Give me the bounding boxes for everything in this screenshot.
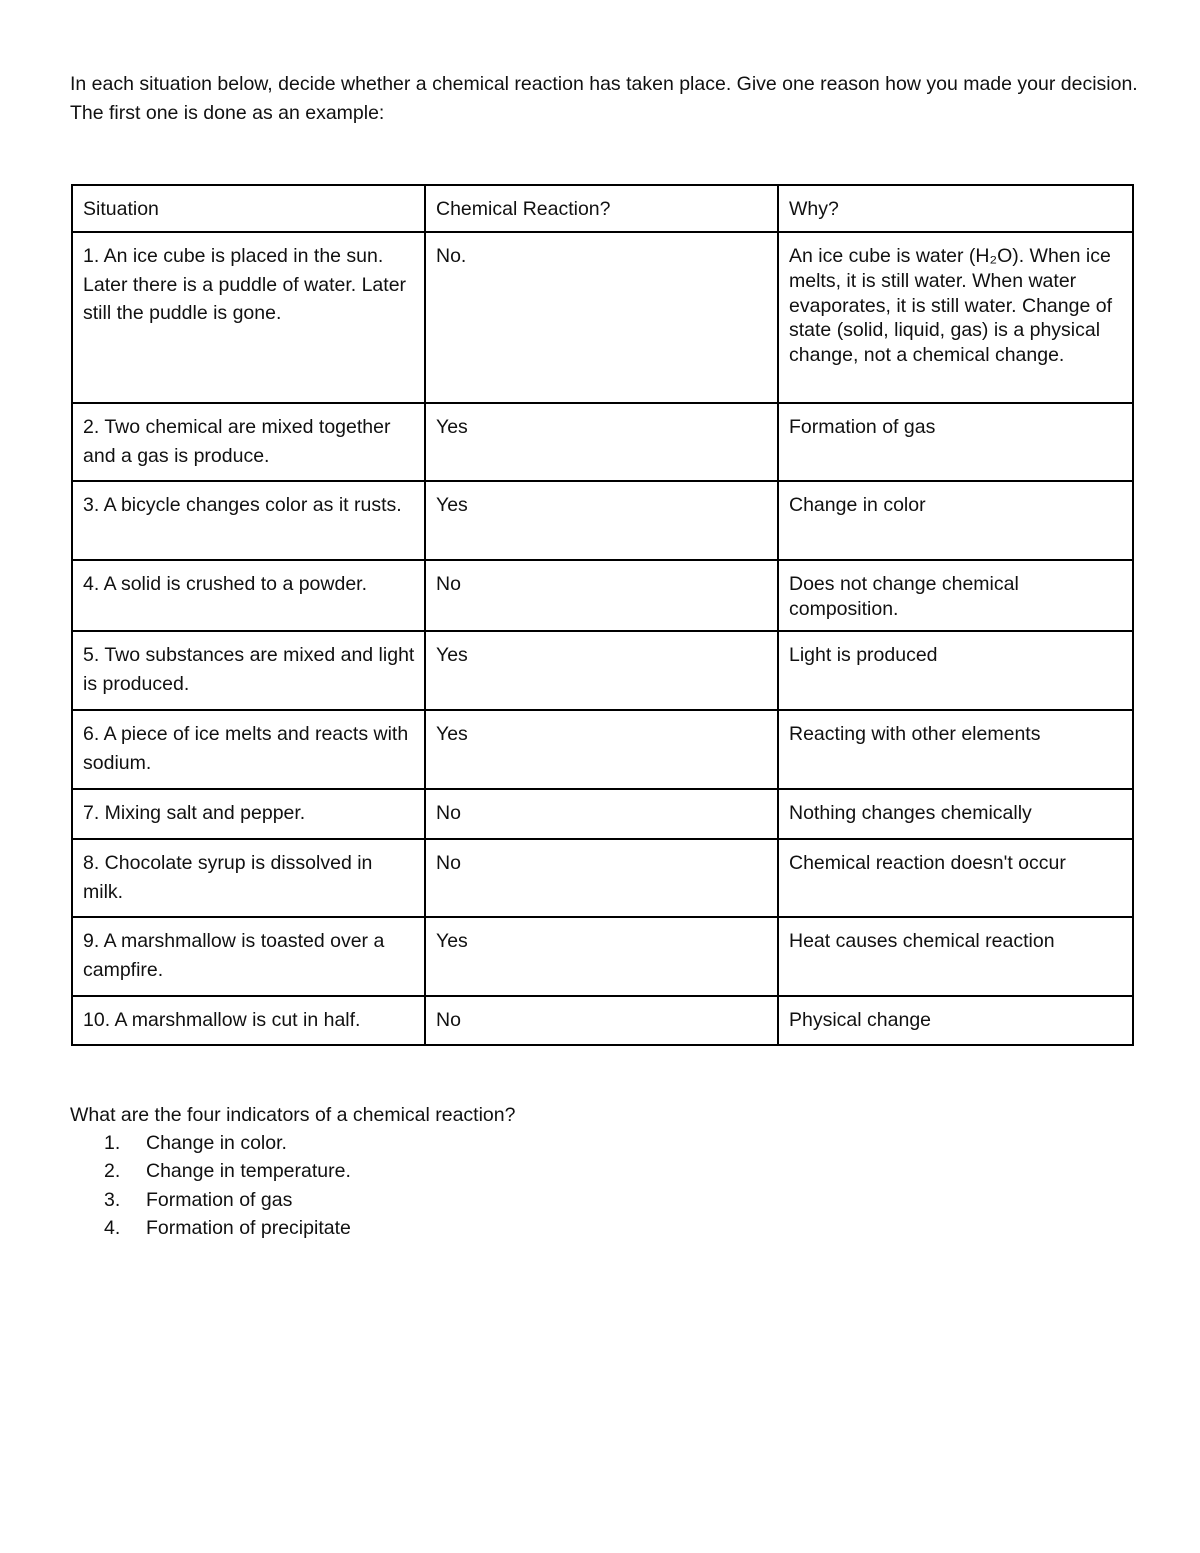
why-cell: Physical change — [778, 996, 1133, 1045]
situation-cell: 2. Two chemical are mixed together and a gas is produce. — [72, 403, 425, 481]
reaction-cell: Yes — [425, 481, 778, 560]
reaction-cell: No — [425, 839, 778, 917]
header-row — [72, 185, 1133, 232]
situation-cell: 4. A solid is crushed to a powder. — [72, 560, 425, 631]
reaction-cell: Yes — [425, 403, 778, 481]
table-row — [72, 839, 1133, 917]
why-cell: Change in color — [778, 481, 1133, 560]
situation-cell: 7. Mixing salt and pepper. — [72, 789, 425, 839]
header-why: Why? — [778, 185, 1133, 232]
why-cell: Does not change chemical composition. — [778, 560, 1133, 631]
answer-text: Change in temperature. — [146, 1160, 351, 1183]
situation-cell: 3. A bicycle changes color as it rusts. — [72, 481, 425, 560]
situation-cell: 5. Two substances are mixed and light is produced. — [72, 631, 425, 710]
why-cell: Heat causes chemical reaction — [778, 917, 1133, 996]
situation-cell: 1. An ice cube is placed in the sun. Later there is a puddle of water. Later still the puddle is gone. — [72, 232, 425, 403]
list-item — [70, 1214, 1140, 1242]
table-row — [72, 403, 1133, 481]
why-cell: Nothing changes chemically — [778, 789, 1133, 839]
answer-text: Change in color. — [146, 1132, 287, 1155]
reaction-cell: Yes — [425, 710, 778, 789]
table-row — [72, 232, 1133, 403]
answer-text: Formation of precipitate — [146, 1216, 351, 1239]
table-row — [72, 560, 1133, 631]
why-cell: Chemical reaction doesn't occur — [778, 839, 1133, 917]
list-item — [70, 1129, 1140, 1157]
answer-list — [70, 1129, 1140, 1242]
why-cell: An ice cube is water (H₂O). When ice melts, it is still water. When water evaporates, it is still water. Change of state (solid, liquid, gas) is a physical change, not a chemical change. — [778, 232, 1133, 403]
why-cell: Reacting with other elements — [778, 710, 1133, 789]
indicators-section — [70, 1101, 1140, 1242]
reaction-cell: No — [425, 996, 778, 1045]
table-row — [72, 631, 1133, 710]
header-situation: Situation — [72, 185, 425, 232]
list-number: 2. — [104, 1160, 121, 1183]
situation-cell: 8. Chocolate syrup is dissolved in milk. — [72, 839, 425, 917]
question-prompt: What are the four indicators of a chemical reaction? — [70, 1104, 516, 1126]
table-row — [72, 789, 1133, 839]
reaction-table — [71, 184, 1134, 1046]
table-row — [72, 917, 1133, 996]
header-chemical-reaction: Chemical Reaction? — [425, 185, 778, 232]
table-row — [72, 710, 1133, 789]
list-number: 1. — [104, 1132, 121, 1155]
situation-cell: 9. A marshmallow is toasted over a campfire. — [72, 917, 425, 996]
reaction-cell: Yes — [425, 917, 778, 996]
reaction-cell: Yes — [425, 631, 778, 710]
table-row — [72, 481, 1133, 560]
situation-cell: 10. A marshmallow is cut in half. — [72, 996, 425, 1045]
why-cell: Formation of gas — [778, 403, 1133, 481]
table-row — [72, 996, 1133, 1045]
why-cell: Light is produced — [778, 631, 1133, 710]
reaction-cell: No. — [425, 232, 778, 403]
answer-text: Formation of gas — [146, 1188, 293, 1211]
list-item — [70, 1186, 1140, 1214]
situation-cell: 6. A piece of ice melts and reacts with sodium. — [72, 710, 425, 789]
instructions: In each situation below, decide whether a chemical reaction has taken place. Give one reason how you made your decision. The first one is done as an example: — [70, 73, 1138, 124]
reaction-cell: No — [425, 789, 778, 839]
list-number: 3. — [104, 1188, 121, 1211]
list-number: 4. — [104, 1216, 121, 1239]
list-item — [70, 1157, 1140, 1185]
reaction-cell: No — [425, 560, 778, 631]
